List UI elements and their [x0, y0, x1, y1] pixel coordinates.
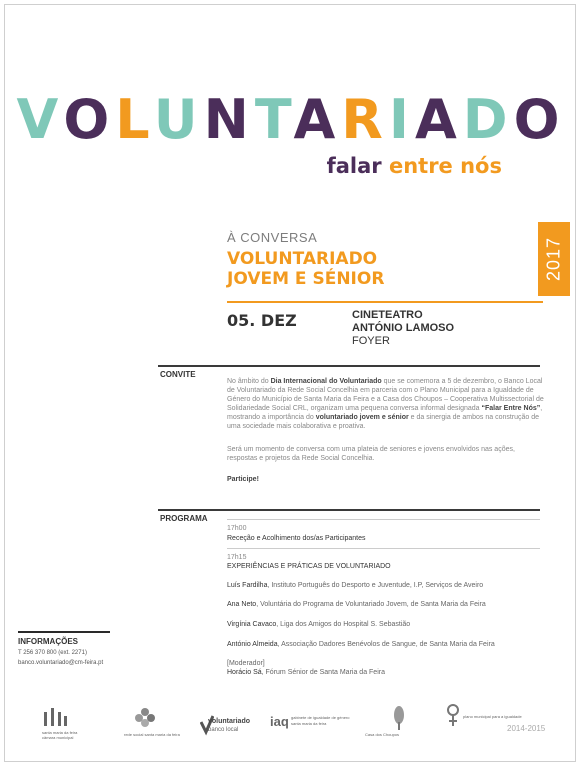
logo3b-text: banco local — [208, 727, 239, 733]
slot1-time: 17h00 — [227, 525, 247, 532]
programa-divider-1 — [227, 519, 540, 520]
programa-rule — [158, 509, 540, 511]
event-venue — [352, 309, 454, 348]
poster-title — [0, 88, 582, 151]
speaker-3-name: Virgínia Cavaco — [227, 621, 277, 628]
info-label: INFORMAÇÕES — [18, 637, 78, 646]
logo-voluntariado-banco-local — [200, 700, 260, 740]
speaker-1 — [227, 581, 483, 590]
convite-rule — [158, 365, 540, 367]
subtitle-entre-nos: entre nós — [388, 154, 502, 178]
info-rule — [18, 631, 110, 633]
footer-years: 2014-2015 — [507, 724, 546, 733]
p1-text-e: , mostrando a importância do — [227, 405, 543, 421]
speaker-2 — [227, 600, 486, 609]
title-letter: A — [293, 88, 342, 151]
tree-icon — [391, 706, 407, 730]
title-letter: I — [388, 88, 415, 151]
logo-gabinete-igualdade — [270, 700, 350, 740]
logo5-text: Casa dos Choupos — [365, 732, 400, 737]
slot1-desc: Receção e Acolhimento dos/as Participantes — [227, 535, 366, 542]
moderator-role: , Fórum Sénior de Santa Maria da Feira — [261, 669, 385, 676]
title-letter: R — [341, 88, 389, 151]
event-title — [227, 249, 384, 289]
programa-divider-2 — [227, 548, 540, 549]
logo4a-text: iaq — [270, 714, 289, 729]
logo-rede-social — [124, 700, 194, 740]
slot2-time: 17h15 — [227, 554, 247, 561]
event-kicker: À CONVERSA — [227, 230, 318, 245]
moderator-label: [Moderador] — [227, 660, 265, 667]
venue-line1: CINETEATRO — [352, 309, 423, 321]
event-title-line1: VOLUNTARIADO — [227, 249, 378, 269]
speaker-4 — [227, 640, 495, 649]
participe-cta: Participe! — [227, 476, 259, 483]
speaker-1-role: , Instituto Português do Desporto e Juventude, I.P, Serviços de Aveiro — [267, 582, 484, 589]
logo1b-text: câmara municipal — [42, 735, 74, 740]
title-letter: O — [513, 88, 566, 151]
p1-bold-dia: Dia Internacional do Voluntariado — [270, 378, 382, 385]
logo1-text: santa maria da feira — [42, 730, 78, 735]
title-letter: V — [16, 88, 64, 151]
poster-title-text — [17, 88, 566, 151]
programa-label: PROGRAMA — [160, 514, 208, 523]
title-letter: N — [203, 88, 255, 151]
title-letter: U — [153, 88, 204, 151]
p1-bold-falar: “Falar Entre Nós” — [481, 405, 541, 412]
venue-line2: ANTÓNIO LAMOSO — [352, 322, 455, 334]
speaker-3-role: , Liga dos Amigos do Hospital S. Sebastião — [276, 621, 411, 628]
slot2-desc: EXPERIÊNCIAS E PRÁTICAS DE VOLUNTARIADO — [227, 563, 391, 570]
speaker-1-name: Luís Fardilha — [227, 582, 268, 589]
gender-symbol-icon — [445, 702, 461, 732]
venue-line3: FOYER — [352, 335, 390, 347]
flower-icon — [134, 706, 156, 728]
title-letter: O — [63, 88, 116, 151]
convite-label: CONVITE — [160, 370, 196, 379]
logo2-text: rede social santa maria da feira — [124, 732, 180, 737]
subtitle-falar: falar — [326, 154, 389, 178]
p1-text-c: que se comemora a 5 de dezembro, o Banco Local de Voluntariado da Rede Social Concelhia em parceria com o Plano Municipal para a Igualdade de Género do Município de Santa Maria da Feira e a Casa dos Choupos – Cooperativa Multissectorial de Solidariedade Social CRL, organizam uma pequena conversa informal designada — [227, 378, 544, 412]
moderator — [227, 668, 385, 677]
title-letter: A — [414, 88, 463, 151]
speaker-2-role: , Voluntária do Programa de Voluntariado Jovem, de Santa Maria da Feira — [256, 601, 486, 608]
logo4c-text: santa maria da feira — [291, 721, 327, 726]
castle-icon — [42, 706, 70, 728]
orange-divider — [227, 301, 543, 303]
p1-text-g: e da sinergia de ambos na construção de uma sociedade mais colaborativa e proativa. — [227, 414, 540, 430]
year-badge — [538, 222, 570, 296]
event-title-line2: JOVEM E SÉNIOR — [227, 269, 385, 289]
title-letter: T — [254, 88, 294, 151]
speaker-4-role: , Associação Dadores Benévolos de Sangue, de Santa Maria da Feira — [277, 641, 495, 648]
poster-subtitle — [327, 154, 502, 178]
title-letter: L — [115, 88, 154, 151]
speaker-3 — [227, 620, 410, 629]
logo-casa-choupos — [365, 700, 430, 740]
logo-santa-maria-feira — [42, 700, 102, 740]
info-email[interactable]: banco.voluntariado@cm-feira.pt — [18, 660, 104, 666]
logo-plano-municipal — [445, 700, 522, 740]
speaker-4-name: António Almeida — [227, 641, 278, 648]
p1-bold-voluntariado: voluntariado jovem e sénior — [315, 414, 409, 421]
event-date: 05. DEZ — [227, 311, 297, 330]
logo3a-text: voluntariado — [208, 718, 251, 725]
logo6-text: plano municipal para a igualdade — [463, 714, 522, 719]
logo4b-text: gabinete de igualdade de género — [291, 715, 350, 720]
p1-text-a: No âmbito do — [227, 378, 271, 385]
title-letter: D — [462, 88, 514, 151]
speaker-2-name: Ana Neto — [227, 601, 257, 608]
info-phone: T 256 370 800 (ext. 2271) — [18, 650, 87, 656]
year-text: 2017 — [543, 236, 564, 282]
moderator-name: Horácio Sá — [227, 669, 262, 676]
convite-paragraph-1 — [227, 377, 547, 431]
convite-paragraph-2: Será um momento de conversa com uma plateia de seniores e jovens envolvidos nas ações, respostas e projetos da Rede Social Concelhia. — [227, 446, 515, 462]
